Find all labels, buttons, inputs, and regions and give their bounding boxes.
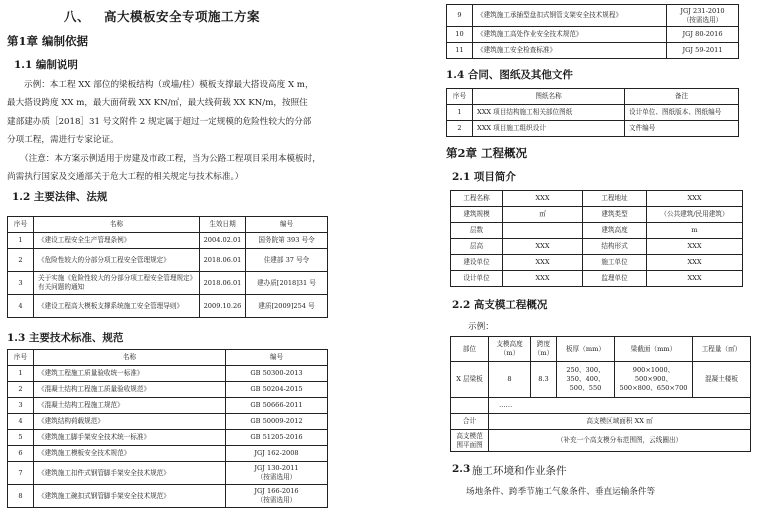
field-value: XXX <box>503 271 583 287</box>
section-2-2-heading: 2.2 高支模工程概况 <box>452 299 548 311</box>
plan-label-line: 围平面图 <box>456 440 483 449</box>
standard-note: （按需选用） <box>256 473 297 481</box>
table-row <box>8 366 328 382</box>
standard-code: GB 51205-2016 <box>226 430 328 446</box>
field-value: XXX <box>647 191 743 207</box>
row-number: 2 <box>447 121 473 137</box>
page-gutter <box>372 0 440 518</box>
table-row <box>8 249 328 272</box>
section-1-2-heading: 1.2 主要法律、法规 <box>12 191 108 203</box>
column-header: 工程量（㎡） <box>693 337 751 362</box>
table-row <box>447 5 739 27</box>
table-row <box>451 271 743 287</box>
table-row <box>451 255 743 271</box>
field-label: 层高 <box>451 239 503 255</box>
beam-section-cell <box>615 362 693 398</box>
table-row <box>8 272 328 295</box>
column-header: 名称 <box>34 350 226 366</box>
standard-code-cell <box>667 5 739 27</box>
row-number: 2 <box>8 249 34 272</box>
law-code: 国务院第 393 号令 <box>246 233 328 249</box>
row-number: 4 <box>8 414 34 430</box>
table-row <box>447 121 739 137</box>
table-header-row <box>8 217 328 233</box>
row-number: 3 <box>8 398 34 414</box>
standard-note: （按需选用） <box>682 15 723 24</box>
row-number: 7 <box>8 462 34 485</box>
row-number: 11 <box>447 43 473 59</box>
document-title: 高大模板安全专项施工方案 <box>104 9 261 24</box>
table-header-row <box>451 337 751 362</box>
table-row <box>451 223 743 239</box>
standard-code: GB 50300-2013 <box>226 366 328 382</box>
table-row <box>8 446 328 462</box>
section-2-1-heading: 2.1 项目简介 <box>452 171 516 183</box>
field-label: 建筑高度 <box>583 223 647 239</box>
row-number: 4 <box>8 295 34 318</box>
table-row <box>451 398 751 414</box>
height-cell: 8 <box>489 362 531 398</box>
section-1-1-heading: 1.1 编制说明 <box>14 59 78 71</box>
document-title-number: 八、 <box>64 9 91 24</box>
row-number: 6 <box>8 446 34 462</box>
quantity-cell: 混凝土楼板 <box>693 362 751 398</box>
row-number: 1 <box>8 233 34 249</box>
table-header-row <box>447 89 739 105</box>
row-number: 2 <box>8 382 34 398</box>
standard-code: JGJ 130-2011 <box>254 464 299 472</box>
field-value: （公共建筑/民用建筑） <box>647 207 743 223</box>
drawing-name: XXX 项目结构施工相关部位图纸 <box>473 105 625 121</box>
standard-code: GB 50009-2012 <box>226 414 328 430</box>
standard-name: 《建筑施工脚手架安全技术统一标准》 <box>34 430 226 446</box>
law-code: 住建部 37 号令 <box>246 249 328 272</box>
field-value: XXX <box>647 239 743 255</box>
column-header: 支模高度（m） <box>489 337 531 362</box>
span-cell: 8.3 <box>531 362 557 398</box>
standard-code-cell <box>226 462 328 485</box>
documents-table <box>446 88 739 137</box>
high-support-table <box>450 336 751 452</box>
law-code: 建办质[2018]31 号 <box>246 272 328 295</box>
note-line: （注意：本方案示例适用于房建及市政工程，当为公路工程项目采用本模板时， <box>20 154 321 164</box>
field-value: XXX <box>503 255 583 271</box>
standard-name: 《建筑施工碗扣式钢管脚手架安全技术规范》 <box>34 485 226 508</box>
standards-table-continued <box>446 4 739 59</box>
field-value: ㎡ <box>503 207 583 223</box>
standard-code: JGJ 162-2008 <box>226 446 328 462</box>
chapter-2-heading: 第2章 工程概况 <box>446 146 528 160</box>
example-label: 示例： <box>468 322 494 332</box>
standard-code: GB 50204-2015 <box>226 382 328 398</box>
table-row <box>451 414 751 430</box>
laws-table <box>7 216 328 318</box>
law-name: 关于实施《危险性较大的分部分项工程安全管理规定》有关问题的通知 <box>34 272 200 295</box>
field-value: XXX <box>503 239 583 255</box>
standards-table <box>7 349 328 508</box>
column-header: 编号 <box>246 217 328 233</box>
field-label: 建筑规模 <box>451 207 503 223</box>
paragraph-line: 建部建办质［2018］31 号文附件 2 规定属于超过一定规模的危险性较大的分部 <box>7 117 312 127</box>
standard-name: 《建筑工程施工质量验收统一标准》 <box>34 366 226 382</box>
table-row <box>8 462 328 485</box>
column-header: 序号 <box>8 350 34 366</box>
field-value: XXX <box>503 191 583 207</box>
standard-code: JGJ 231-2010 <box>680 6 725 15</box>
table-row <box>8 430 328 446</box>
field-value: XXX <box>647 255 743 271</box>
right-page <box>440 0 760 518</box>
ellipsis-cell: …… <box>489 398 751 414</box>
beam-line: 500×800、650×700 <box>619 384 688 392</box>
field-label: 结构形式 <box>583 239 647 255</box>
standard-name: 《混凝土结构工程施工质量验收规范》 <box>34 382 226 398</box>
standard-code: JGJ 166-2016 <box>254 487 299 495</box>
table-row <box>451 191 743 207</box>
column-header: 备注 <box>625 89 739 105</box>
chapter-1-heading: 第1章 编制依据 <box>7 34 89 48</box>
table-row <box>447 105 739 121</box>
law-name: 《建设工程安全生产管理条例》 <box>34 233 200 249</box>
row-number: 3 <box>8 272 34 295</box>
row-number: 9 <box>447 5 473 27</box>
row-number: 10 <box>447 27 473 43</box>
standard-code: JGJ 59-2011 <box>667 43 739 59</box>
table-header-row <box>8 350 328 366</box>
column-header: 名称 <box>34 217 200 233</box>
table-row <box>8 485 328 508</box>
standard-name: 《建筑结构荷载规范》 <box>34 414 226 430</box>
effective-date: 2009.10.26 <box>200 295 246 318</box>
total-value: 高支模区域面积 XX ㎡ <box>489 414 751 430</box>
table-row <box>8 295 328 318</box>
column-header: 板厚（mm） <box>557 337 615 362</box>
standard-name: 《建筑施工承插型盘扣式钢管支架安全技术规程》 <box>473 5 667 27</box>
slab-line: 250、300、 <box>566 366 605 374</box>
note-line: 尚需执行国家及交通部关于危大工程的相关规定与技术标准。） <box>7 172 244 182</box>
field-label: 建设单位 <box>451 255 503 271</box>
field-label: 层数 <box>451 223 503 239</box>
standard-name: 《混凝土结构工程施工规范》 <box>34 398 226 414</box>
table-row <box>451 207 743 223</box>
standard-code: JGJ 80-2016 <box>667 27 739 43</box>
plan-label-cell <box>451 430 489 452</box>
drawing-name: XXX 项目施工组织设计 <box>473 121 625 137</box>
plan-value: （补充一个高支模分布范围图，云线圈出） <box>489 430 751 452</box>
column-header: 部位 <box>451 337 489 362</box>
project-info-table <box>450 190 743 287</box>
field-value: XXX <box>647 271 743 287</box>
standard-name: 《建筑施工模板安全技术规范》 <box>34 446 226 462</box>
column-header: 跨度（m） <box>531 337 557 362</box>
slab-thickness-cell <box>557 362 615 398</box>
row-number: 5 <box>8 430 34 446</box>
field-value <box>503 223 583 239</box>
slab-line: 500、550 <box>569 384 602 392</box>
column-header: 梁截面（mm） <box>615 337 693 362</box>
total-label: 合计 <box>451 414 489 430</box>
row-number: 1 <box>447 105 473 121</box>
table-row <box>8 398 328 414</box>
empty-cell <box>451 398 489 414</box>
table-row <box>447 43 739 59</box>
column-header: 序号 <box>447 89 473 105</box>
standard-name: 《建筑施工扣件式钢管脚手架安全技术规范》 <box>34 462 226 485</box>
effective-date: 2018.06.01 <box>200 249 246 272</box>
table-row <box>8 382 328 398</box>
standard-name: 《建筑施工高处作业安全技术规范》 <box>473 27 667 43</box>
field-label: 工程名称 <box>451 191 503 207</box>
standard-note: （按需选用） <box>256 496 297 504</box>
effective-date: 2004.02.01 <box>200 233 246 249</box>
table-row <box>8 233 328 249</box>
row-number: 1 <box>8 366 34 382</box>
drawing-note: 设计单位、图纸版本、图纸编号 <box>625 105 739 121</box>
standard-name: 《建筑施工安全检查标准》 <box>473 43 667 59</box>
section-1-4-heading: 1.4 合同、图纸及其他文件 <box>446 69 573 81</box>
left-page <box>0 0 372 518</box>
table-row <box>8 414 328 430</box>
column-header: 生效日期 <box>200 217 246 233</box>
paragraph-line: 示例：本工程 XX 部位的梁板结构（或墙/柱）模板支撑最大搭设高度 X m， <box>24 80 314 90</box>
standard-code: GB 50666-2011 <box>226 398 328 414</box>
field-label: 工程地址 <box>583 191 647 207</box>
paragraph-line: 最大搭设跨度 XX m，最大面荷载 XX KN/㎡，最大线荷载 XX KN/m，按照住 <box>7 98 308 108</box>
section-2-3-number: 2.3 <box>452 463 471 475</box>
standard-code-cell <box>226 485 328 508</box>
section-2-3-heading: 施工环境和作业条件 <box>472 465 567 477</box>
slab-line: 350、400、 <box>566 375 605 383</box>
row-number: 8 <box>8 485 34 508</box>
field-label: 建筑类型 <box>583 207 647 223</box>
law-code: 建质[2009]254 号 <box>246 295 328 318</box>
field-value: m <box>647 223 743 239</box>
column-header: 图纸名称 <box>473 89 625 105</box>
law-name: 《危险性较大的分部分项工程安全管理规定》 <box>34 249 200 272</box>
column-header: 编号 <box>226 350 328 366</box>
paragraph-line: 分项工程，需进行专家论证。 <box>7 135 119 145</box>
field-label: 施工单位 <box>583 255 647 271</box>
column-header: 序号 <box>8 217 34 233</box>
drawing-note: 文件编号 <box>625 121 739 137</box>
field-label: 设计单位 <box>451 271 503 287</box>
section-2-3-body: 场地条件、跨季节施工气象条件、垂直运输条件等 <box>466 487 656 497</box>
plan-label-line: 高支模范 <box>456 431 483 440</box>
effective-date: 2018.06.01 <box>200 272 246 295</box>
section-1-3-heading: 1.3 主要技术标准、规范 <box>7 332 124 344</box>
table-row <box>451 239 743 255</box>
field-label: 监理单位 <box>583 271 647 287</box>
beam-line: 900×1000、 <box>632 366 675 374</box>
table-row <box>447 27 739 43</box>
beam-line: 500×900、 <box>634 375 673 383</box>
law-name: 《建设工程高大模板支撑系统施工安全管理导则》 <box>34 295 200 318</box>
table-row <box>451 430 751 452</box>
table-row <box>451 362 751 398</box>
part-cell: X 层梁板 <box>451 362 489 398</box>
